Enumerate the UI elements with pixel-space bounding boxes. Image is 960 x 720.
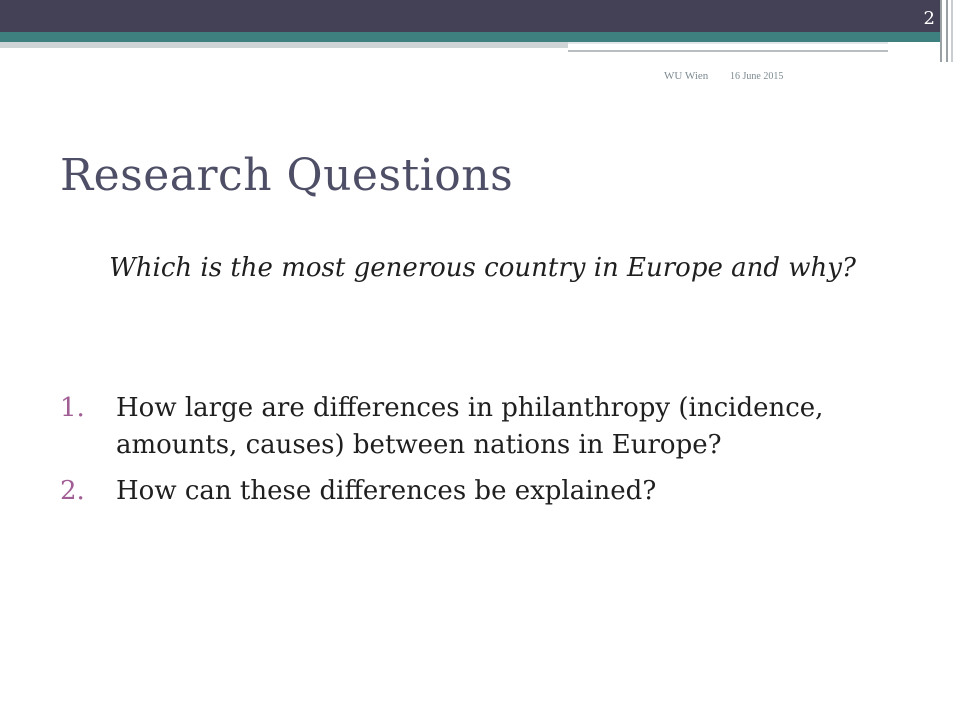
list-item-text: How can these differences be explained? [116,476,657,506]
header-vertical-line [951,0,953,62]
page-number: 2 [923,8,935,29]
questions-list [60,390,920,519]
header-gap [888,42,940,58]
header-bar-dark [0,0,940,32]
list-item-number: 1. [60,393,85,423]
header-bar-grey [0,42,568,48]
date-label: 16 June 2015 [730,71,784,82]
slide-title: Research Questions [60,150,514,201]
header-line-mid [568,50,888,52]
header-vertical-line [940,0,942,62]
list-item [60,390,920,464]
header-vertical-line [946,0,948,62]
header-line-light [568,42,888,44]
list-item [60,473,920,510]
list-item-number: 2. [60,476,85,506]
list-item-text: How large are differences in philanthropy (incidence, amounts, causes) between nations in Europe? [116,393,824,460]
slide-subtitle: Which is the most generous country in Europe and why? [109,253,856,283]
organization-label: WU Wien [664,70,709,82]
header-bar-teal [0,32,940,42]
